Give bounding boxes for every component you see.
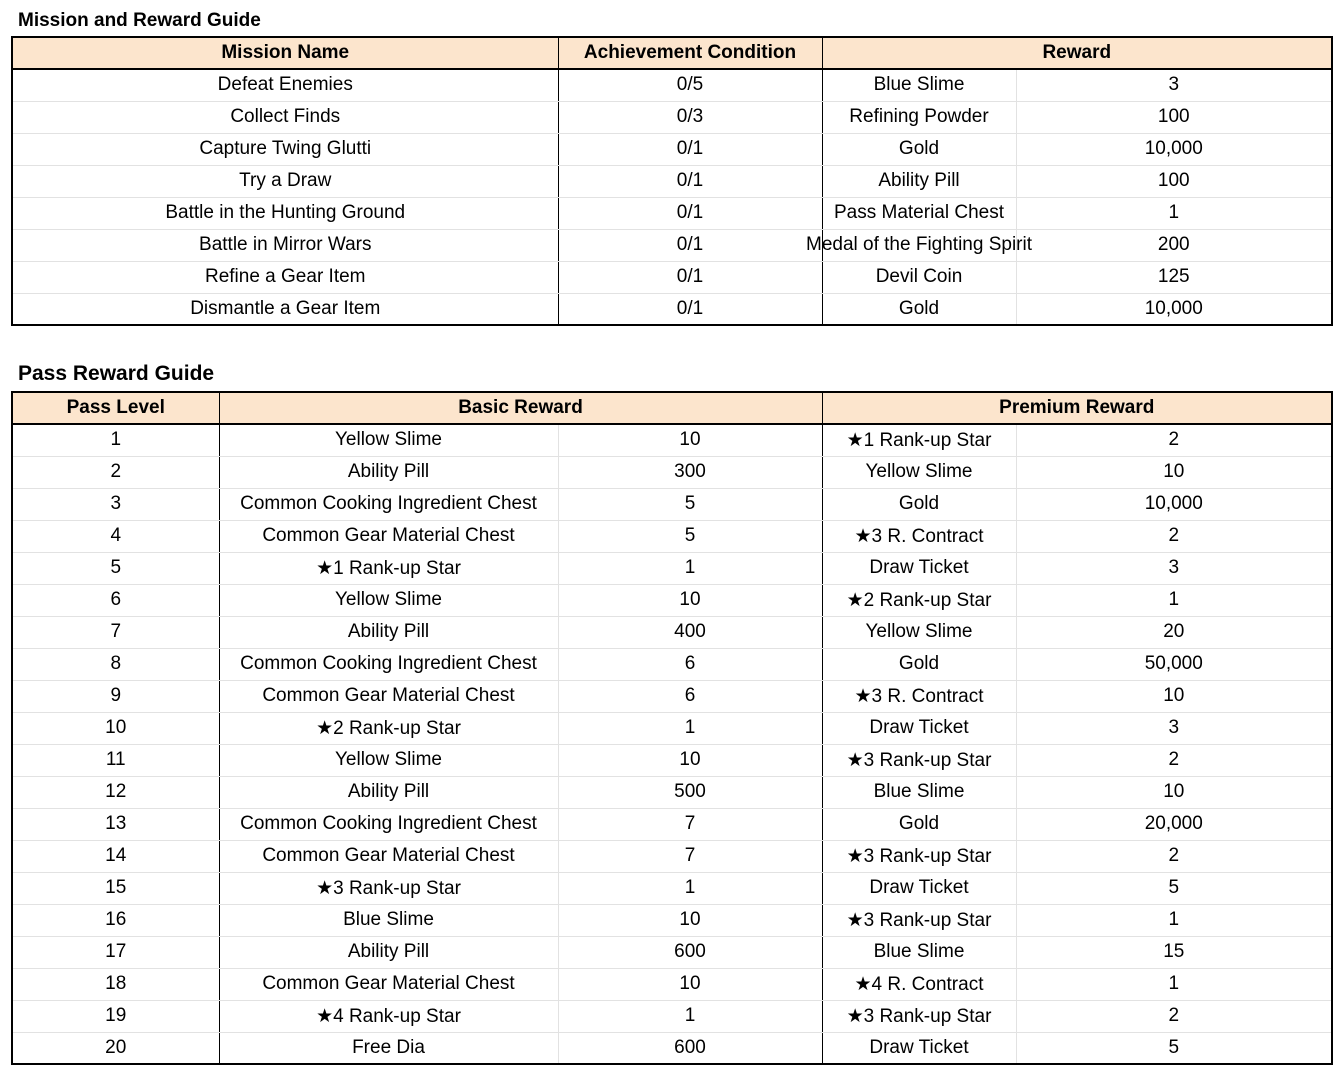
pass-row <box>12 1000 1332 1032</box>
basic-reward-qty-cell: 300 <box>558 456 822 488</box>
mission-header-row <box>12 37 1332 69</box>
pass-row <box>12 968 1332 1000</box>
pass-row <box>12 616 1332 648</box>
pass-row <box>12 1032 1332 1064</box>
premium-reward-qty-cell: 1 <box>1016 968 1332 1000</box>
mission-reward-item-cell-text: Gold <box>898 138 940 159</box>
mission-reward-qty-cell: 200 <box>1016 229 1332 261</box>
pass-row <box>12 840 1332 872</box>
basic-reward-header: Basic Reward <box>219 392 822 424</box>
mission-reward-item-cell-text: Refining Powder <box>849 106 989 127</box>
premium-reward-item-cell: ★1 Rank-up Star <box>822 424 1016 456</box>
premium-reward-item-cell: Blue Slime <box>822 936 1016 968</box>
achievement-condition-header: Achievement Condition <box>558 37 822 69</box>
mission-row <box>12 197 1332 229</box>
mission-row <box>12 133 1332 165</box>
basic-reward-item-cell: ★1 Rank-up Star <box>219 552 558 584</box>
basic-reward-qty-cell: 5 <box>558 488 822 520</box>
mission-row <box>12 69 1332 101</box>
mission-reward-item-cell <box>822 261 1016 293</box>
pass-level-cell: 11 <box>12 744 219 776</box>
pass-level-cell: 18 <box>12 968 219 1000</box>
mission-reward-qty-cell: 10,000 <box>1016 133 1332 165</box>
premium-reward-qty-cell: 3 <box>1016 712 1332 744</box>
mission-reward-qty-cell: 1 <box>1016 197 1332 229</box>
pass-row <box>12 776 1332 808</box>
pass-level-cell: 3 <box>12 488 219 520</box>
premium-reward-item-cell: ★3 R. Contract <box>822 520 1016 552</box>
mission-condition-cell: 0/1 <box>558 229 822 261</box>
mission-reward-item-cell-text: Devil Coin <box>875 266 963 287</box>
premium-reward-item-cell: Blue Slime <box>822 776 1016 808</box>
basic-reward-item-cell: Ability Pill <box>219 456 558 488</box>
basic-reward-qty-cell: 6 <box>558 680 822 712</box>
mission-reward-table <box>11 36 1333 326</box>
mission-condition-cell: 0/5 <box>558 69 822 101</box>
premium-reward-qty-cell: 2 <box>1016 840 1332 872</box>
basic-reward-qty-cell: 10 <box>558 424 822 456</box>
mission-row <box>12 229 1332 261</box>
basic-reward-qty-cell: 500 <box>558 776 822 808</box>
mission-name-header: Mission Name <box>12 37 558 69</box>
pass-row <box>12 584 1332 616</box>
mission-name-cell: Capture Twing Glutti <box>12 133 558 165</box>
pass-section-title: Pass Reward Guide <box>18 362 215 385</box>
pass-level-cell: 10 <box>12 712 219 744</box>
pass-level-cell: 7 <box>12 616 219 648</box>
basic-reward-item-cell: Ability Pill <box>219 616 558 648</box>
basic-reward-qty-cell: 1 <box>558 1000 822 1032</box>
mission-name-cell: Defeat Enemies <box>12 69 558 101</box>
mission-reward-qty-cell: 10,000 <box>1016 293 1332 325</box>
basic-reward-qty-cell: 400 <box>558 616 822 648</box>
basic-reward-item-cell: Ability Pill <box>219 776 558 808</box>
pass-row <box>12 520 1332 552</box>
mission-reward-item-cell-text: Medal of the Fighting Spirit <box>805 234 1033 255</box>
basic-reward-item-cell: Common Gear Material Chest <box>219 520 558 552</box>
pass-row <box>12 872 1332 904</box>
basic-reward-qty-cell: 10 <box>558 584 822 616</box>
mission-reward-item-cell-text: Gold <box>898 297 940 319</box>
basic-reward-qty-cell: 600 <box>558 1032 822 1064</box>
premium-reward-item-cell: ★4 R. Contract <box>822 968 1016 1000</box>
premium-reward-item-cell: Draw Ticket <box>822 552 1016 584</box>
basic-reward-qty-cell: 7 <box>558 840 822 872</box>
premium-reward-qty-cell: 2 <box>1016 1000 1332 1032</box>
pass-level-cell: 9 <box>12 680 219 712</box>
pass-row <box>12 808 1332 840</box>
premium-reward-qty-cell: 15 <box>1016 936 1332 968</box>
premium-reward-item-cell: ★3 Rank-up Star <box>822 744 1016 776</box>
premium-reward-item-cell: Draw Ticket <box>822 712 1016 744</box>
pass-level-cell: 17 <box>12 936 219 968</box>
premium-reward-item-cell: ★3 R. Contract <box>822 680 1016 712</box>
mission-condition-cell: 0/1 <box>558 261 822 293</box>
basic-reward-item-cell: Common Gear Material Chest <box>219 680 558 712</box>
mission-condition-cell: 0/1 <box>558 197 822 229</box>
basic-reward-qty-cell: 5 <box>558 520 822 552</box>
basic-reward-item-cell: Common Cooking Ingredient Chest <box>219 808 558 840</box>
basic-reward-item-cell: ★2 Rank-up Star <box>219 712 558 744</box>
premium-reward-qty-cell: 10 <box>1016 680 1332 712</box>
mission-reward-qty-cell: 100 <box>1016 165 1332 197</box>
mission-name-cell: Battle in Mirror Wars <box>12 229 558 261</box>
mission-reward-item-cell <box>822 101 1016 133</box>
premium-reward-qty-cell: 2 <box>1016 424 1332 456</box>
basic-reward-qty-cell: 7 <box>558 808 822 840</box>
basic-reward-item-cell: Free Dia <box>219 1032 558 1064</box>
pass-level-cell: 5 <box>12 552 219 584</box>
pass-level-cell: 19 <box>12 1000 219 1032</box>
premium-reward-item-cell: ★2 Rank-up Star <box>822 584 1016 616</box>
mission-name-cell: Dismantle a Gear Item <box>190 297 381 319</box>
basic-reward-item-cell: Common Gear Material Chest <box>219 968 558 1000</box>
premium-reward-qty-cell: 5 <box>1016 1032 1332 1064</box>
mission-reward-item-cell-text: Pass Material Chest <box>833 202 1005 223</box>
mission-reward-item-cell <box>822 197 1016 229</box>
basic-reward-qty-cell: 6 <box>558 648 822 680</box>
pass-level-cell: 12 <box>12 776 219 808</box>
premium-reward-item-cell: Yellow Slime <box>822 616 1016 648</box>
pass-level-header: Pass Level <box>12 392 219 424</box>
premium-reward-item-cell: Gold <box>822 808 1016 840</box>
mission-row <box>12 293 1332 325</box>
basic-reward-item-cell: Common Cooking Ingredient Chest <box>219 648 558 680</box>
mission-name-cell: Collect Finds <box>12 101 558 133</box>
premium-reward-item-cell: Gold <box>822 488 1016 520</box>
mission-reward-item-cell <box>822 165 1016 197</box>
premium-reward-item-cell: Draw Ticket <box>822 872 1016 904</box>
premium-reward-header: Premium Reward <box>822 392 1332 424</box>
basic-reward-item-cell: Common Cooking Ingredient Chest <box>219 488 558 520</box>
basic-reward-item-cell: Yellow Slime <box>219 424 558 456</box>
basic-reward-qty-cell: 10 <box>558 904 822 936</box>
pass-row <box>12 552 1332 584</box>
basic-reward-qty-cell: 10 <box>558 968 822 1000</box>
pass-level-cell: 16 <box>12 904 219 936</box>
mission-condition-cell: 0/1 <box>558 293 822 325</box>
pass-level-cell: 2 <box>12 456 219 488</box>
pass-header-row <box>12 392 1332 424</box>
premium-reward-qty-cell: 2 <box>1016 744 1332 776</box>
basic-reward-qty-cell: 600 <box>558 936 822 968</box>
basic-reward-item-cell: Yellow Slime <box>219 584 558 616</box>
premium-reward-qty-cell: 10 <box>1016 776 1332 808</box>
premium-reward-qty-cell: 5 <box>1016 872 1332 904</box>
mission-reward-qty-cell: 3 <box>1016 69 1332 101</box>
basic-reward-qty-cell: 1 <box>558 872 822 904</box>
mission-condition-cell: 0/3 <box>558 101 822 133</box>
pass-level-cell: 15 <box>12 872 219 904</box>
mission-reward-item-cell <box>822 69 1016 101</box>
mission-name-cell: Battle in the Hunting Ground <box>12 197 558 229</box>
mission-name-cell: Refine a Gear Item <box>12 261 558 293</box>
mission-reward-item-cell-text: Ability Pill <box>878 170 960 191</box>
pass-level-cell: 4 <box>12 520 219 552</box>
premium-reward-item-cell: ★3 Rank-up Star <box>822 840 1016 872</box>
premium-reward-qty-cell: 3 <box>1016 552 1332 584</box>
premium-reward-item-cell: Gold <box>822 648 1016 680</box>
premium-reward-qty-cell: 50,000 <box>1016 648 1332 680</box>
pass-row <box>12 744 1332 776</box>
mission-reward-item-cell-text: Blue Slime <box>873 74 965 96</box>
pass-row <box>12 456 1332 488</box>
pass-level-cell: 1 <box>12 424 219 456</box>
mission-condition-cell: 0/1 <box>558 133 822 165</box>
premium-reward-qty-cell: 1 <box>1016 584 1332 616</box>
basic-reward-qty-cell: 1 <box>558 712 822 744</box>
basic-reward-item-cell: ★4 Rank-up Star <box>219 1000 558 1032</box>
mission-reward-qty-cell: 125 <box>1016 261 1332 293</box>
mission-reward-item-cell <box>822 133 1016 165</box>
pass-row <box>12 904 1332 936</box>
premium-reward-qty-cell: 10,000 <box>1016 488 1332 520</box>
reward-header: Reward <box>822 37 1332 69</box>
basic-reward-item-cell: Yellow Slime <box>219 744 558 776</box>
premium-reward-qty-cell: 2 <box>1016 520 1332 552</box>
mission-row <box>12 101 1332 133</box>
mission-name-cell: Try a Draw <box>12 165 558 197</box>
basic-reward-item-cell: Blue Slime <box>219 904 558 936</box>
mission-condition-cell: 0/1 <box>558 165 822 197</box>
premium-reward-item-cell: Yellow Slime <box>822 456 1016 488</box>
mission-row <box>12 165 1332 197</box>
pass-row <box>12 712 1332 744</box>
pass-row <box>12 424 1332 456</box>
pass-level-cell: 8 <box>12 648 219 680</box>
premium-reward-item-cell: Draw Ticket <box>822 1032 1016 1064</box>
basic-reward-qty-cell: 10 <box>558 744 822 776</box>
pass-row <box>12 648 1332 680</box>
premium-reward-qty-cell: 20 <box>1016 616 1332 648</box>
pass-level-cell: 13 <box>12 808 219 840</box>
basic-reward-item-cell: Ability Pill <box>219 936 558 968</box>
pass-level-cell: 6 <box>12 584 219 616</box>
mission-reward-item-cell <box>805 229 1033 261</box>
mission-section-title: Mission and Reward Guide <box>18 10 261 31</box>
premium-reward-item-cell: ★3 Rank-up Star <box>822 1000 1016 1032</box>
basic-reward-item-cell: Common Gear Material Chest <box>219 840 558 872</box>
pass-level-cell: 20 <box>105 1036 127 1058</box>
pass-row <box>12 680 1332 712</box>
basic-reward-qty-cell: 1 <box>558 552 822 584</box>
pass-level-cell: 14 <box>12 840 219 872</box>
mission-reward-qty-cell: 100 <box>1016 101 1332 133</box>
pass-row <box>12 488 1332 520</box>
premium-reward-qty-cell: 1 <box>1016 904 1332 936</box>
pass-row <box>12 936 1332 968</box>
basic-reward-item-cell: ★3 Rank-up Star <box>219 872 558 904</box>
mission-reward-item-cell <box>822 293 1016 325</box>
premium-reward-qty-cell: 10 <box>1016 456 1332 488</box>
premium-reward-qty-cell: 20,000 <box>1016 808 1332 840</box>
premium-reward-item-cell: ★3 Rank-up Star <box>822 904 1016 936</box>
mission-row <box>12 261 1332 293</box>
pass-reward-table <box>11 391 1333 1065</box>
